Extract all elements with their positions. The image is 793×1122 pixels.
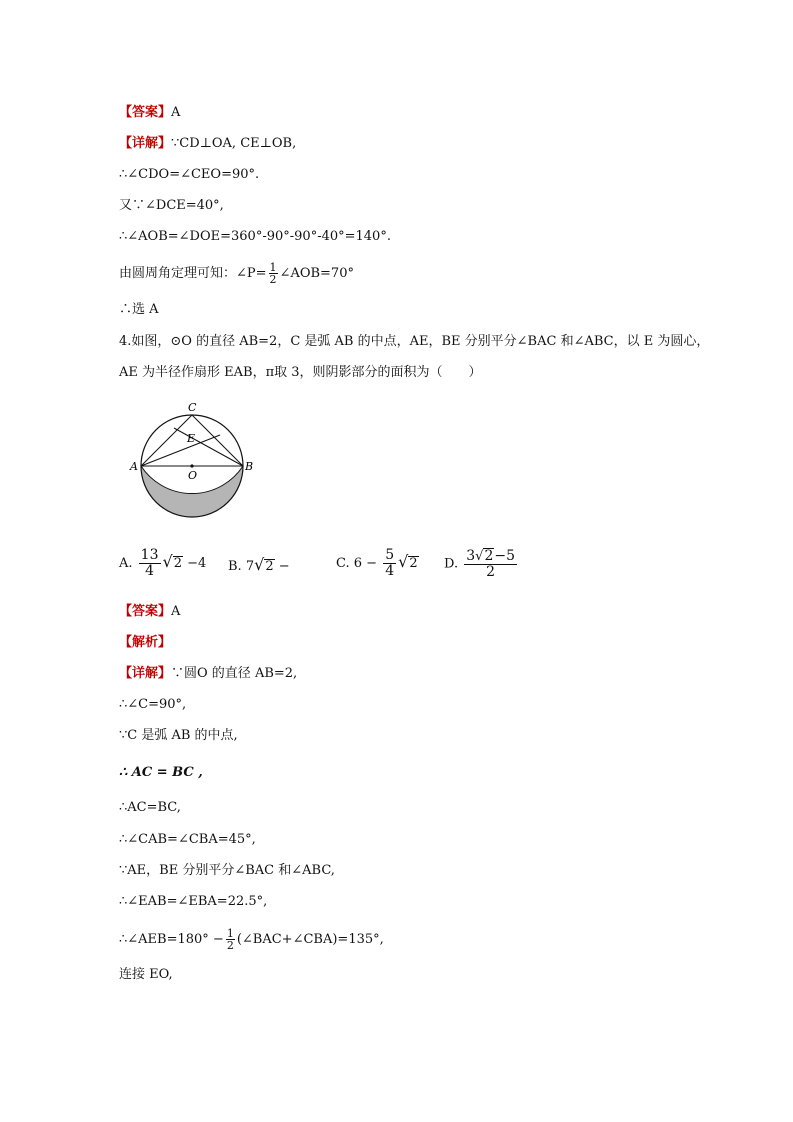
step-text-post: (∠BAC+∠CBA)=135°, [236, 932, 384, 947]
label-a: A [130, 460, 138, 473]
detail-line-1 [119, 135, 296, 153]
step-text-pre: ∴∠AEB=180° − [119, 932, 224, 947]
step-line-fraction [119, 928, 384, 951]
center-point-o [190, 464, 193, 467]
option-a-radicand: 2 [173, 556, 182, 571]
step-line: ∴∠C=90°, [119, 697, 187, 712]
detail-text: ∵CD⊥OA, CE⊥OB, [171, 136, 297, 151]
option-d [444, 548, 519, 580]
detail-label: 【详解】 [119, 666, 172, 681]
step-line: ∴选 A [119, 302, 159, 317]
fraction [226, 928, 235, 951]
label-e: E [187, 432, 196, 445]
answer-line-2 [119, 603, 180, 621]
option-c-numerator: 5 [385, 547, 395, 563]
fraction-numerator: 1 [269, 261, 277, 274]
answer-value: A [171, 105, 181, 120]
step-text-pre: 由圆周角定理可知：∠P= [119, 266, 267, 281]
detail-label: 【详解】 [119, 136, 172, 151]
option-b-coef: 7 [245, 559, 255, 574]
step-line: ∵AE，BE 分别平分∠BAC 和∠ABC, [119, 863, 335, 878]
option-a-prefix: A. [119, 556, 133, 571]
option-c: C. 6 − $\frac{5}{4}$ √2 [336, 547, 418, 579]
option-c-prefix: C. [336, 556, 350, 571]
segment-ae [141, 435, 220, 466]
option-d-num-tail: −5 [494, 548, 516, 564]
geometry-figure [128, 400, 268, 530]
option-b-tail: − [278, 559, 290, 574]
step-line: 连接 EO, [119, 967, 173, 982]
step-line-arc: ∴ AC = BC , [119, 765, 203, 780]
option-a-denominator: 4 [145, 563, 155, 579]
step-line: ∴∠AOB=∠DOE=360°-90°-90°-40°=140°. [119, 229, 391, 244]
option-d-prefix: D. [444, 556, 459, 572]
answer-value: A [171, 604, 181, 619]
segment-be [174, 428, 243, 466]
step-line: ∵C 是弧 AB 的中点, [119, 728, 238, 743]
label-c: C [188, 401, 197, 414]
option-c-radicand: 2 [409, 556, 418, 571]
segment-bc [192, 415, 243, 466]
analysis-label: 【解析】 [119, 635, 172, 650]
question-line-1: 4.如图，⊙O 的直径 AB=2，C 是弧 AB 的中点，AE，BE 分别平分∠BAC 和∠ABC，以 E 为圆心， [119, 334, 710, 349]
option-a-tail: −4 [187, 556, 207, 571]
option-b: B. 7√2 − [228, 555, 290, 574]
option-c-lead: 6 − [353, 556, 378, 571]
option-d-num-radicand: 2 [484, 548, 494, 564]
step-line: 又∵∠DCE=40°, [119, 198, 224, 213]
step-line: ∴AC=BC, [119, 800, 181, 815]
option-c-fraction [383, 548, 396, 579]
option-d-numerator: 3√2−5 [466, 548, 516, 564]
detail-line-2 [119, 665, 297, 683]
step-line: ∴∠EAB=∠EBA=22.5°, [119, 894, 268, 909]
detail-text: ∵圆O 的直径 AB=2, [171, 666, 298, 681]
option-d-num-coef: 3 [466, 548, 476, 564]
question-line-2: AE 为半径作扇形 EAB，π取 3，则阴影部分的面积为（ ） [119, 365, 482, 380]
step-line: ∴∠CAB=∠CBA=45°, [119, 832, 256, 847]
answer-line-1 [119, 104, 180, 122]
option-d-denominator: 2 [486, 564, 496, 580]
option-a-numerator: 13 [140, 547, 159, 563]
answer-label: 【答案】 [119, 604, 172, 619]
option-a-fraction [139, 548, 161, 579]
answer-label: 【答案】 [119, 105, 172, 120]
label-b: B [245, 460, 254, 473]
option-c-denominator: 4 [385, 563, 395, 579]
step-line: ∴∠CDO=∠CEO=90°. [119, 167, 260, 182]
label-o: O [188, 469, 198, 482]
fraction [269, 262, 278, 285]
step-text-post: ∠AOB=70° [279, 266, 354, 281]
option-d-fraction [464, 548, 517, 580]
fraction-denominator: 2 [226, 939, 234, 952]
segment-ac [141, 415, 192, 466]
fraction-numerator: 1 [226, 927, 234, 940]
fraction-denominator: 2 [269, 273, 277, 286]
step-line-fraction [119, 262, 354, 285]
option-b-radicand: 2 [265, 559, 274, 574]
option-b-prefix: B. [228, 559, 242, 574]
analysis-line [119, 634, 171, 652]
option-a: A. $\frac{13}{4}$ √2 −4 [119, 547, 207, 579]
